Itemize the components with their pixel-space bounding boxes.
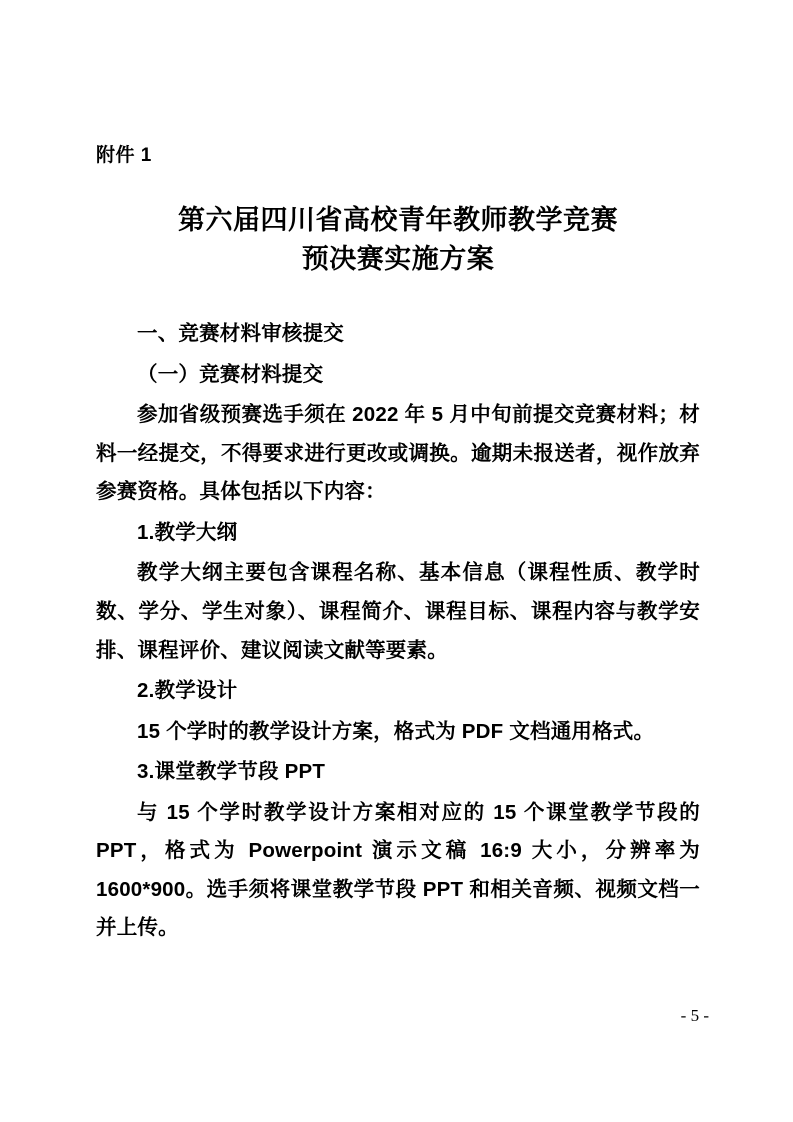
item-body-instructional-design: 15 个学时的教学设计方案，格式为 PDF 文档通用格式。 (137, 719, 655, 743)
page-title-line-1: 第六届四川省高校青年教师教学竞赛 (178, 205, 618, 235)
item-heading-instructional-design: 2.教学设计 (137, 679, 238, 703)
attachment-label: 附件 1 (96, 145, 152, 166)
page-title (96, 201, 700, 279)
document-content (96, 140, 700, 950)
page-title-line-2: 预决赛实施方案 (301, 244, 495, 275)
item-heading-classroom-ppt: 3.课堂教学节段 PPT (137, 760, 326, 784)
item-heading-syllabus: 1.教学大纲 (137, 520, 238, 544)
paragraph-submission-deadline: 参加省级预赛选手须在 2022 年 5 月中旬前提交竞赛材料；材料一经提交，不得要求进行更改或调换。逾期未报送者，视作放弃参赛资格。具体包括以下内容： (96, 403, 700, 504)
section-heading-materials: 一、竞赛材料审核提交 (137, 322, 344, 346)
item-body-syllabus: 教学大纲主要包含课程名称、基本信息（课程性质、教学时数、学分、学生对象）、课程简介、课程目标、课程内容与教学安排、课程评价、建议阅读文献等要素。 (96, 561, 700, 662)
subsection-heading-submission: （一）竞赛材料提交 (137, 362, 324, 386)
item-body-classroom-ppt: 与 15 个学时教学设计方案相对应的 15 个课堂教学节段的 PPT，格式为 Powerpoint 演示文稿 16:9 大小，分辨率为 1600*900。选手须将课堂教学节段 PPT 和相关音频、视频文档一并上传。 (96, 800, 700, 940)
page-number: - 5 - (680, 1006, 709, 1025)
